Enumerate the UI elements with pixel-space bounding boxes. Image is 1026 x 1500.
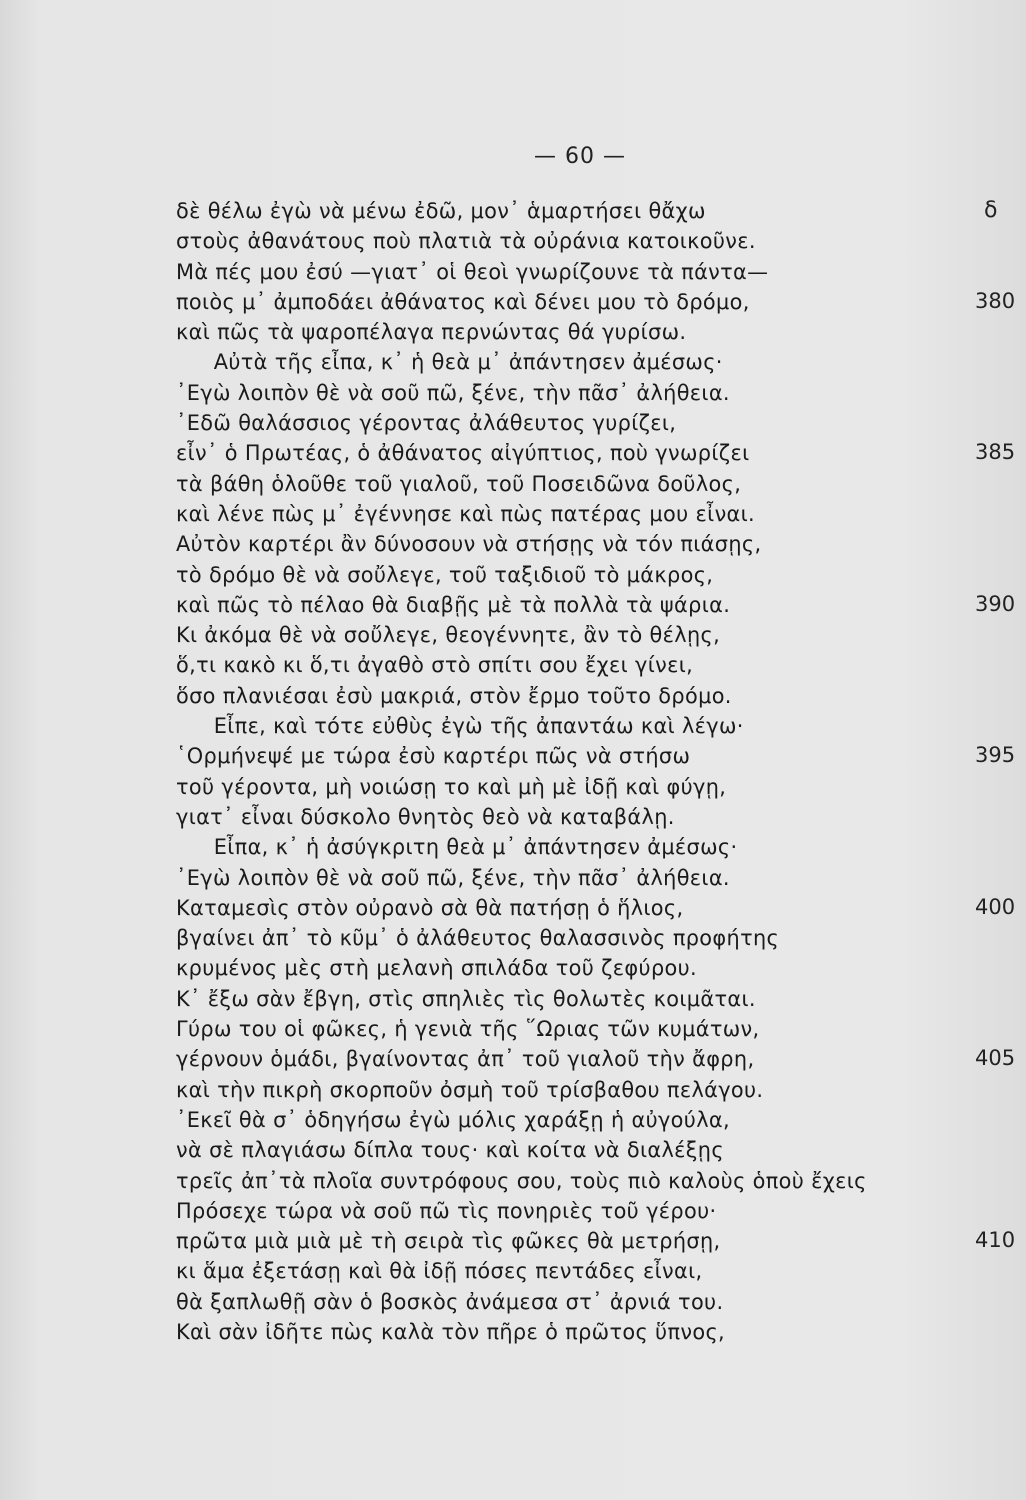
poem-line: νὰ σὲ πλαγιάσω δίπλα τους· καὶ κοίτα νὰ διαλέξῃς — [176, 1138, 724, 1163]
poem-line: Αὐτὰ τῆς εἶπα, κ᾽ ἡ θεὰ μ᾽ ἀπάντησεν ἀμέσως· — [213, 350, 723, 375]
poem-text — [176, 196, 1026, 1347]
poem-line: πρῶτα μιὰ μιὰ μὲ τὴ σειρὰ τὶς φῶκες θὰ μετρήσῃ, — [176, 1229, 721, 1254]
poem-line: τὸ δρόμο θὲ νὰ σοὔλεγε, τοῦ ταξιδιοῦ τὸ μάκρος, — [176, 562, 714, 587]
line-number: 385 — [975, 440, 1016, 464]
poem-line: ποιὸς μ᾽ ἀμποδάει ἀθάνατος καὶ δένει μου τὸ δρόμο, — [176, 289, 750, 314]
poem-line: καὶ τὴν πικρὴ σκορποῦν ὀσμὴ τοῦ τρίσβαθου πελάγου. — [176, 1077, 764, 1102]
poem-line: τὰ βάθη ὁλοῦθε τοῦ γιαλοῦ, τοῦ Ποσειδῶνα δοῦλος, — [176, 471, 742, 496]
poem-line: Μὰ πές μου ἐσύ —γιατ᾽ οἱ θεοὶ γνωρίζουνε τὰ πάντα— — [176, 259, 769, 284]
poem-line: Γύρω του οἱ φῶκες, ἡ γενιὰ τῆς ῞Ωριας τῶν κυμάτων, — [176, 1017, 760, 1042]
poem-line: θὰ ξαπλωθῇ σὰν ὁ βοσκὸς ἀνάμεσα στ᾽ ἀρνιά του. — [176, 1289, 724, 1314]
poem-line: Αὐτὸν καρτέρι ἂν δύνοσουν νὰ στήσῃς νὰ τόν πιάσῃς, — [176, 532, 762, 557]
poem-line: καὶ πῶς τὸ πέλαο θὰ διαβῇς μὲ τὰ πολλὰ τὰ ψάρια. — [176, 592, 731, 617]
poem-line: γέρνουν ὁμάδι, βγαίνοντας ἀπ᾽ τοῦ γιαλοῦ τὴν ἄφρη, — [176, 1047, 755, 1072]
page-number: — 60 — — [534, 144, 626, 169]
poem-line: ᾽Εκεῖ θὰ σ᾽ ὁδηγήσω ἐγὼ μόλις χαράξῃ ἡ αὐγούλα, — [176, 1107, 730, 1132]
line-number: 380 — [975, 289, 1016, 313]
poem-line: καὶ πῶς τὰ ψαροπέλαγα περνώντας θά γυρίσω. — [176, 320, 687, 345]
poem-line: Καταμεσὶς στὸν οὐρανὸ σὰ θὰ πατήσῃ ὁ ἥλιος, — [176, 895, 684, 920]
poem-line: Κ᾽ ἔξω σὰν ἔβγη, στὶς σπηλιὲς τὶς θολωτὲς κοιμᾶται. — [176, 986, 756, 1011]
margin-marker: δ — [984, 198, 998, 223]
poem-line: δὲ θέλω ἐγὼ νὰ μένω ἐδῶ, μον᾽ ἁμαρτήσει θἄχω — [176, 199, 706, 223]
poem-line: Κι ἀκόμα θὲ νὰ σοὔλεγε, θεογέννητε, ἂν τὸ θέλῃς, — [176, 623, 721, 648]
line-number: 405 — [975, 1046, 1016, 1070]
poem-line: βγαίνει ἀπ᾽ τὸ κῦμ᾽ ὁ ἀλάθευτος θαλασσινὸς προφήτης — [176, 926, 780, 951]
poem-line: ᾽Εγὼ λοιπὸν θὲ νὰ σοῦ πῶ, ξένε, τὴν πᾶσ᾽ ἀλήθεια. — [176, 380, 730, 405]
line-number: 395 — [975, 743, 1016, 767]
poem-line: στοὺς ἀθανάτους ποὺ πλατιὰ τὰ οὐράνια κατοικοῦνε. — [176, 229, 756, 254]
poem-line: ῾Ορμήνεψέ με τώρα ἐσὺ καρτέρι πῶς νὰ στήσω — [176, 744, 691, 769]
poem-line: τοῦ γέροντα, μὴ νοιώσῃ το καὶ μὴ μὲ ἰδῇ καὶ φύγῃ, — [176, 774, 727, 799]
poem-line: κρυμένος μὲς στὴ μελανὴ σπιλάδα τοῦ ζεφύρου. — [176, 956, 698, 981]
poem-line: γιατ᾽ εἶναι δύσκολο θνητὸς θεὸ νὰ καταβάλῃ. — [176, 804, 675, 829]
poem-line: τρεῖς ἀπ᾽τὰ πλοῖα συντρόφους σου, τοὺς πιὸ καλοὺς ὁποὺ ἔχεις — [176, 1168, 867, 1193]
poem-line: Πρόσεχε τώρα νὰ σοῦ πῶ τὶς πονηριὲς τοῦ γέρου· — [176, 1198, 717, 1223]
poem-line: ᾽Εγὼ λοιπὸν θὲ νὰ σοῦ πῶ, ξένε, τὴν πᾶσ᾽ ἀλήθεια. — [176, 865, 730, 890]
poem-line: ᾽Εδῶ θαλάσσιος γέροντας ἀλάθευτος γυρίζει, — [176, 411, 677, 436]
poem-line: Εἶπε, καὶ τότε εὐθὺς ἐγὼ τῆς ἀπαντάω καὶ λέγω· — [213, 714, 744, 739]
poem-line: ὅ,τι κακὸ κι ὅ,τι ἀγαθὸ στὸ σπίτι σου ἔχει γίνει, — [176, 653, 694, 678]
poem-line: κι ἅμα ἐξετάσῃ καὶ θὰ ἰδῇ πόσες πεντάδες εἶναι, — [176, 1259, 703, 1284]
poem-line: Καὶ σὰν ἰδῆτε πὼς καλὰ τὸν πῆρε ὁ πρῶτος ὕπνος, — [176, 1319, 726, 1344]
line-number: 410 — [975, 1228, 1016, 1252]
line-number: 400 — [975, 895, 1016, 919]
poem-line: εἶν᾽ ὁ Πρωτέας, ὁ ἀθάνατος αἰγύπτιος, ποὺ γνωρίζει — [176, 441, 750, 466]
poem-line: ὅσο πλανιέσαι ἐσὺ μακριά, στὸν ἔρμο τοῦτο δρόμο. — [176, 683, 732, 708]
line-number: 390 — [975, 592, 1016, 616]
poem-line: καὶ λένε πὼς μ᾽ ἐγέννησε καὶ πὼς πατέρας μου εἶναι. — [176, 501, 756, 526]
poem-line: Εἶπα, κ᾽ ἡ ἀσύγκριτη θεὰ μ᾽ ἀπάντησεν ἀμέσως· — [213, 835, 738, 860]
